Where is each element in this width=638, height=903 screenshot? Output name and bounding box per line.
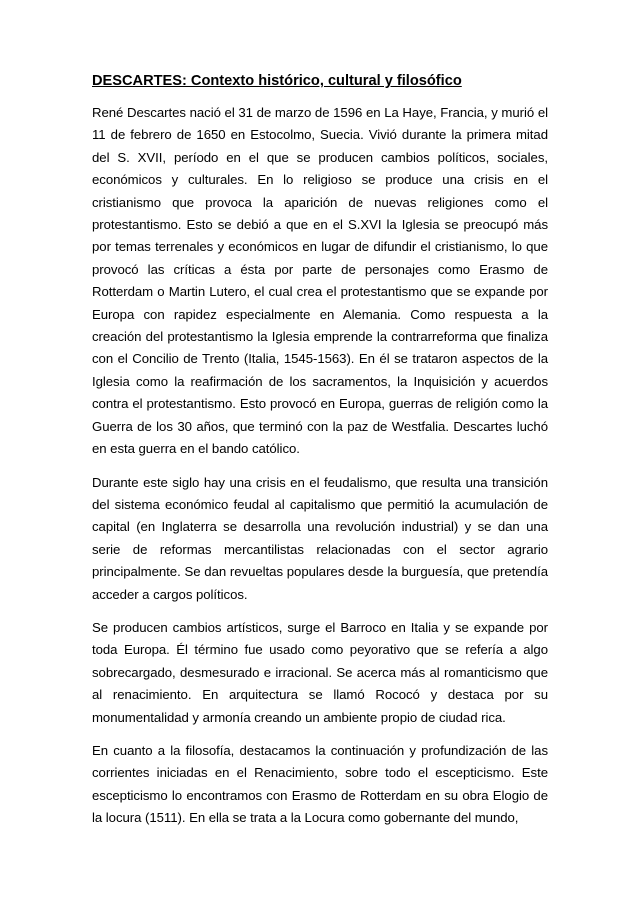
paragraph-spacer (92, 461, 548, 472)
title-spacer (92, 92, 548, 102)
document-title: DESCARTES: Contexto histórico, cultural y filosófico (92, 73, 462, 89)
paragraph-historical-context: René Descartes nació el 31 de marzo de 1596 en La Haye, Francia, y murió el 11 de febrero de 1650 en Estocolmo, Suecia. Vivió durante la primera mitad del S. XVII, período en el que se producen cambios políticos, sociales, económicos y culturales. En lo religioso se produce una crisis en el cristianismo que provoca la aparición de nuevas religiones como el protestantismo. Esto se debió a que en el S.XVI la Iglesia se preocupó más por temas terrenales y económicos en lugar de difundir el cristianismo, lo que provocó las críticas a ésta por parte de personajes como Erasmo de Rotterdam o Martin Lutero, el cual crea el protestantismo que se expande por Europa con rapidez especialmente en Alemania. Como respuesta a la creación del protestantismo la Iglesia emprende la contrarreforma que finaliza con el Concilio de Trento (Italia, 1545-1563). En él se trataron aspectos de la Iglesia como la reafirmación de los sacramentos, la Inquisición y acuerdos contra el protestantismo. Esto provocó en Europa, guerras de religión como la Guerra de los 30 años, que terminó con la paz de Westfalia. Descartes luchó en esta guerra en el bando católico. (92, 105, 548, 457)
paragraph-economic-context: Durante este siglo hay una crisis en el feudalismo, que resulta una transición del sistema económico feudal al capitalismo que permitió la acumulación de capital (en Inglaterra se desarrolla una revolución industrial) y se dan una serie de reformas mercantilistas relacionadas con el sector agrario principalmente. Se dan revueltas populares desde la burguesía, que pretendía acceder a cargos políticos. (92, 474, 548, 602)
paragraph-philosophical-context: En cuanto a la filosofía, destacamos la continuación y profundización de las corrientes iniciadas en el Renacimiento, sobre todo el escepticismo. Este escepticismo lo encontramos con Erasmo de Rotterdam en su obra Elogio de la locura (1511). En ella se trata a la Locura como gobernante del mundo, (92, 742, 548, 826)
paragraph-spacer (92, 729, 548, 740)
document-body (92, 70, 548, 830)
paragraph-spacer (92, 606, 548, 617)
paragraph-artistic-context: Se producen cambios artísticos, surge el Barroco en Italia y se expande por toda Europa. Él término fue usado como peyorativo que se refería a algo sobrecargado, desmesurado e irracional. Se acerca más al romanticismo que al renacimiento. En arquitectura se llamó Rococó y destaca por su monumentalidad y armonía creando un ambiente propio de ciudad rica. (92, 619, 548, 725)
